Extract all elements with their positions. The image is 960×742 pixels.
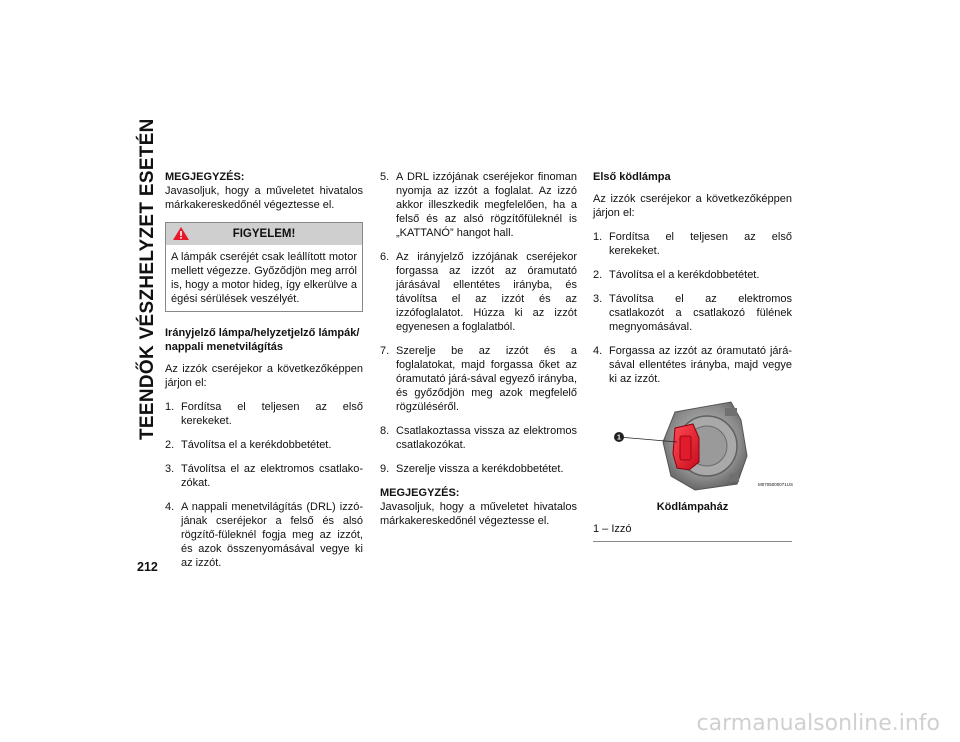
warning-header bbox=[166, 223, 362, 245]
watermark-text: carmanualsonline.info bbox=[696, 711, 940, 736]
list-item: 3. Távolítsa el az elektromos csatlakozót a csatlakozó fülének megnyomásával. bbox=[593, 293, 792, 333]
side-section-title: TEENDŐK VÉSZHELYZET ESETÉN bbox=[137, 118, 158, 440]
list-item: 2. Távolítsa el a kerékdobbetétet. bbox=[165, 439, 332, 451]
figure-callout-1: 1 bbox=[617, 434, 621, 442]
list-item: 2. Távolítsa el a kerékdobbetétet. bbox=[593, 269, 760, 281]
warning-title: FIGYELEM! bbox=[232, 228, 296, 240]
fog-lamp-housing-figure bbox=[613, 396, 793, 492]
steps-list bbox=[593, 230, 792, 386]
column-3 bbox=[593, 170, 792, 542]
warning-box bbox=[165, 222, 363, 312]
note-text: Javasoljuk, hogy a műveletet hivatalos márkakereskedőnél végeztesse el. bbox=[165, 185, 363, 211]
warning-text: A lámpák cseréjét csak leállított motor mellett végezze. Győződjön meg arról is, hogy a motor hideg, így elkerülve a égési sérülések veszélyét. bbox=[171, 251, 357, 305]
list-item: 1. Fordítsa el teljesen az első kerekeket. bbox=[165, 401, 363, 427]
column-2 bbox=[380, 170, 577, 538]
figure-legend: 1 – Izzó bbox=[593, 522, 792, 542]
note-text: Javasoljuk, hogy a műveletet hivatalos márkakereskedőnél végeztesse el. bbox=[380, 501, 577, 527]
section-title-fog-lamp: Első ködlámpa bbox=[593, 171, 671, 183]
steps-list bbox=[165, 400, 363, 570]
note-title: MEGJEGYZÉS: bbox=[165, 171, 245, 183]
note-title: MEGJEGYZÉS: bbox=[380, 487, 460, 499]
section-intro: Az izzók cseréjekor a következőképpen járjon el: bbox=[593, 193, 792, 219]
section-title-turn-signal: Irányjelző lámpa/helyzetjelző lámpák/ nappali menetvilágítás bbox=[165, 327, 360, 353]
list-item: 4. Forgassa az izzót az óramutató járá-sával ellentétes irányba, majd vegye ki az izzót. bbox=[593, 345, 792, 385]
figure-code: M0705000071US bbox=[757, 482, 793, 487]
list-item: 1. Fordítsa el teljesen az első kerekeket. bbox=[593, 231, 792, 257]
column-1 bbox=[165, 170, 363, 580]
page-number: 212 bbox=[137, 560, 158, 574]
list-item: 5. A DRL izzójának cseréjekor finoman nyomja az izzót a foglalat. Az izzó akkor illeszkedik megfelelően, ha a felső és az alsó rögzítőfüleknél is „KATTANÓ” hangot hall. bbox=[380, 171, 577, 239]
list-item: 6. Az irányjelző izzójának cseréjekor forgassa az izzót az óramutató járásával ellentétes irányba, és távolítsa el az izzót és az izzófoglalatot. Húzza ki az izzót egyenesen a foglalatból. bbox=[380, 251, 577, 333]
figure-caption: Ködlámpaház bbox=[656, 501, 729, 513]
list-item: 8. Csatlakoztassa vissza az elektromos csatlakozókat. bbox=[380, 425, 577, 451]
section-intro: Az izzók cseréjekor a következőképpen járjon el: bbox=[165, 363, 363, 389]
list-item: 4. A nappali menetvilágítás (DRL) izzó-jának cseréjekor a felső és alsó rögzítő-füleknél fogja meg az izzót, és azok összenyomásával vegye ki az izzót. bbox=[165, 501, 363, 569]
list-item: 9. Szerelje vissza a kerékdobbetétet. bbox=[380, 463, 564, 475]
steps-list bbox=[380, 170, 577, 476]
warning-triangle-icon bbox=[172, 226, 190, 241]
list-item: 3. Távolítsa el az elektromos csatlako-zókat. bbox=[165, 463, 363, 489]
list-item: 7. Szerelje be az izzót és a foglalatokat, majd forgassa őket az óramutató járá-sával egyező irányba, és győződjön meg azok megfelelő rögzüléséről. bbox=[380, 345, 577, 413]
